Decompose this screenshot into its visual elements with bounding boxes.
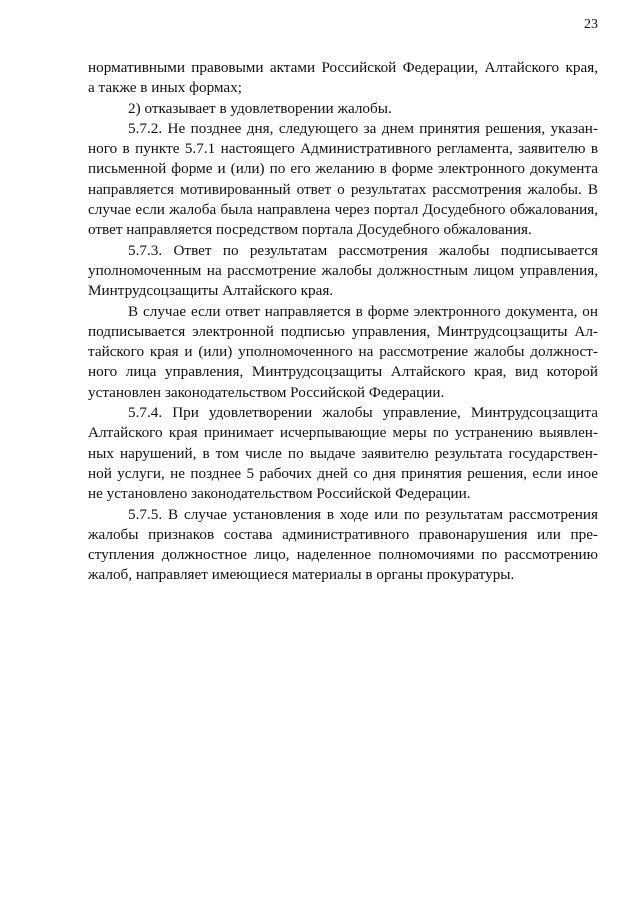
document-body [88,58,598,586]
text-line: ступления должностное лицо, наделенное полномочиями по рассмотрению [88,546,598,564]
text-line: жалоб, направляет имеющиеся материалы в органы прокуратуры. [88,566,515,584]
text-line: ного в пункте 5.7.1 настоящего Административного регламента, заявителю в [88,140,598,158]
text-line: 5.7.5. В случае установления в ходе или по результатам рассмотрения [128,505,598,523]
text-line: ответ направляется посредством портала Досудебного обжалования. [88,221,532,239]
text-line: Алтайского края принимает исчерпывающие меры по устранению выявлен- [88,424,598,442]
text-line: 5.7.4. При удовлетворении жалобы управление, Минтрудсоцзащита [128,404,598,422]
text-line: жалобы признаков состава административного правонарушения или пре- [88,525,598,543]
text-line: уполномоченным на рассмотрение жалобы должностным лицом управления, [88,261,598,279]
text-line: случае если жалоба была направлена через портал Досудебного обжалования, [88,201,598,219]
text-line: ного лица управления, Минтрудсоцзащиты Алтайского края, вид которой [88,363,598,381]
text-line: ной услуги, не позднее 5 рабочих дней со дня принятия решения, если иное [88,464,598,482]
text-line: 2) отказывает в удовлетворении жалобы. [128,99,392,117]
text-line: Минтрудсоцзащиты Алтайского края. [88,282,334,300]
text-line: нормативными правовыми актами Российской Федерации, Алтайского края, [88,59,598,76]
text-line: 5.7.3. Ответ по результатам рассмотрения жалобы подписывается [128,241,598,259]
text-line: 5.7.2. Не позднее дня, следующего за днем принятия решения, указан- [128,119,598,137]
text-line: подписывается электронной подписью управления, Минтрудсоцзащиты Ал- [88,322,598,340]
text-line: установлен законодательством Российской Федерации. [88,383,445,401]
text-line: а также в иных формах; [88,79,242,97]
page-number: 23 [584,17,598,32]
text-line: не установлено законодательством Российской Федерации. [88,485,471,503]
text-line: В случае если ответ направляется в форме электронного документа, он [128,302,598,320]
text-line: ных нарушений, в том числе по выдаче заявителю результата государствен- [88,444,598,462]
text-line: тайского края и (или) уполномоченного на рассмотрение жалобы должност- [88,343,598,361]
text-line: направляется мотивированный ответ о результатах рассмотрения жалобы. В [88,180,598,198]
text-line: письменной форме и (или) по его желанию в форме электронного документа [88,160,598,178]
